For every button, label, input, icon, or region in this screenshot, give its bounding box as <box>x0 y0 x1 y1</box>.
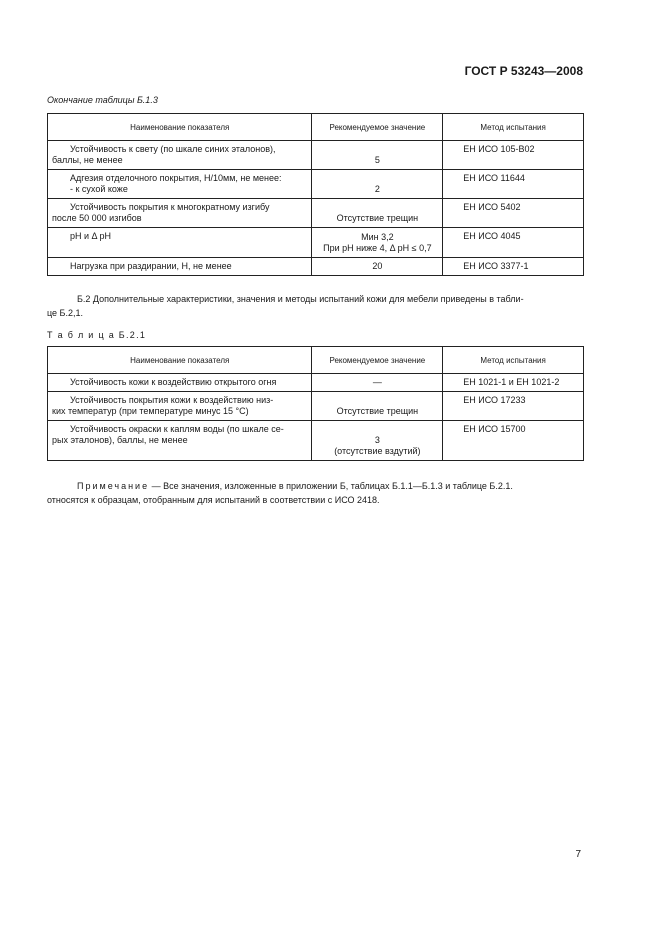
table-row <box>48 421 584 461</box>
indicator-text: рых эталонов), баллы, не менее <box>52 435 188 445</box>
value-text: Мин 3,2 <box>361 232 394 242</box>
value-text: 20 <box>372 261 383 271</box>
table-row <box>48 258 584 276</box>
note-label: Примечание <box>77 481 150 491</box>
indicator-cell <box>48 421 312 461</box>
indicator-cell <box>48 374 312 392</box>
value-cell <box>312 421 443 461</box>
indicator-cell <box>48 228 312 258</box>
column-header-method: Метод испытания <box>443 347 584 374</box>
indicator-text: - к сухой коже <box>70 184 128 194</box>
table-row <box>48 374 584 392</box>
indicator-text: Нагрузка при раздирании, Н, не менее <box>70 261 232 271</box>
note-text: — Все значения, изложенные в приложении Б, таблицах Б.1.1—Б.1.3 и таблице Б.2.1. <box>149 481 513 491</box>
indicator-text: Устойчивость окраски к каплям воды (по шкале се- <box>70 424 284 434</box>
method-cell: ЕН 1021-1 и ЕН 1021-2 <box>443 374 584 392</box>
note-line: относятся к образцам, отобранным для испытаний в соответствии с ИСО 2418. <box>47 495 380 505</box>
table-row <box>48 170 584 199</box>
value-text: Отсутствие трещин <box>336 406 419 416</box>
value-text: — <box>372 377 382 387</box>
value-text: Отсутствие трещин <box>336 213 419 223</box>
table-b1-3 <box>47 113 584 276</box>
value-text: (отсутствие вздутий) <box>334 446 421 456</box>
value-cell <box>312 374 443 392</box>
document-number: ГОСТ Р 53243—2008 <box>464 64 583 78</box>
method-cell: ЕН ИСО 105-В02 <box>443 141 584 170</box>
column-header-value: Рекомендуемое значение <box>312 347 443 374</box>
table-row <box>48 141 584 170</box>
indicator-text: ких температур (при температуре минус 15 °С) <box>52 406 249 416</box>
table-header-row <box>48 114 584 141</box>
column-header-indicator: Наименование показателя <box>48 114 312 141</box>
indicator-cell <box>48 392 312 421</box>
column-header-value: Рекомендуемое значение <box>312 114 443 141</box>
value-cell <box>312 392 443 421</box>
table-row <box>48 199 584 228</box>
value-text: 5 <box>374 155 380 165</box>
indicator-text: Устойчивость покрытия кожи к воздействию низ- <box>70 395 274 405</box>
value-cell <box>312 199 443 228</box>
table-row <box>48 392 584 421</box>
column-header-method: Метод испытания <box>443 114 584 141</box>
indicator-text: Устойчивость к свету (по шкале синих эталонов), <box>70 144 276 154</box>
table-header-row <box>48 347 584 374</box>
indicator-cell <box>48 141 312 170</box>
table-row <box>48 228 584 258</box>
method-cell: ЕН ИСО 15700 <box>443 421 584 461</box>
method-cell: ЕН ИСО 3377-1 <box>443 258 584 276</box>
value-text: При pH ниже 4, Δ pH ≤ 0,7 <box>323 243 432 253</box>
value-text: 2 <box>374 184 380 194</box>
method-cell: ЕН ИСО 5402 <box>443 199 584 228</box>
table1-caption: Окончание таблицы Б.1.3 <box>47 95 158 105</box>
indicator-cell <box>48 258 312 276</box>
value-cell <box>312 141 443 170</box>
indicator-text: Адгезия отделочного покрытия, Н/10мм, не менее: <box>70 173 282 183</box>
method-cell: ЕН ИСО 4045 <box>443 228 584 258</box>
method-cell: ЕН ИСО 11644 <box>443 170 584 199</box>
column-header-indicator: Наименование показателя <box>48 347 312 374</box>
value-cell <box>312 170 443 199</box>
paragraph-line: Б.2 Дополнительные характеристики, значения и методы испытаний кожи для мебели приведены в табли- <box>77 294 524 304</box>
indicator-text: после 50 000 изгибов <box>52 213 142 223</box>
table2-caption: Т а б л и ц а Б.2.1 <box>47 330 147 340</box>
indicator-text: pH и Δ pH <box>70 231 112 241</box>
value-text: 3 <box>374 435 380 445</box>
page-number: 7 <box>575 849 581 860</box>
value-cell <box>312 258 443 276</box>
paragraph-b2 <box>47 292 584 320</box>
table-b2-1 <box>47 346 584 461</box>
method-cell: ЕН ИСО 17233 <box>443 392 584 421</box>
indicator-text: Устойчивость покрытия к многократному изгибу <box>70 202 270 212</box>
indicator-cell <box>48 170 312 199</box>
note-block <box>47 479 584 507</box>
indicator-text: баллы, не менее <box>52 155 123 165</box>
indicator-text: Устойчивость кожи к воздействию открытого огня <box>70 377 277 387</box>
note-line <box>47 479 584 493</box>
value-cell <box>312 228 443 258</box>
paragraph-line: це Б.2,1. <box>47 308 83 318</box>
indicator-cell <box>48 199 312 228</box>
